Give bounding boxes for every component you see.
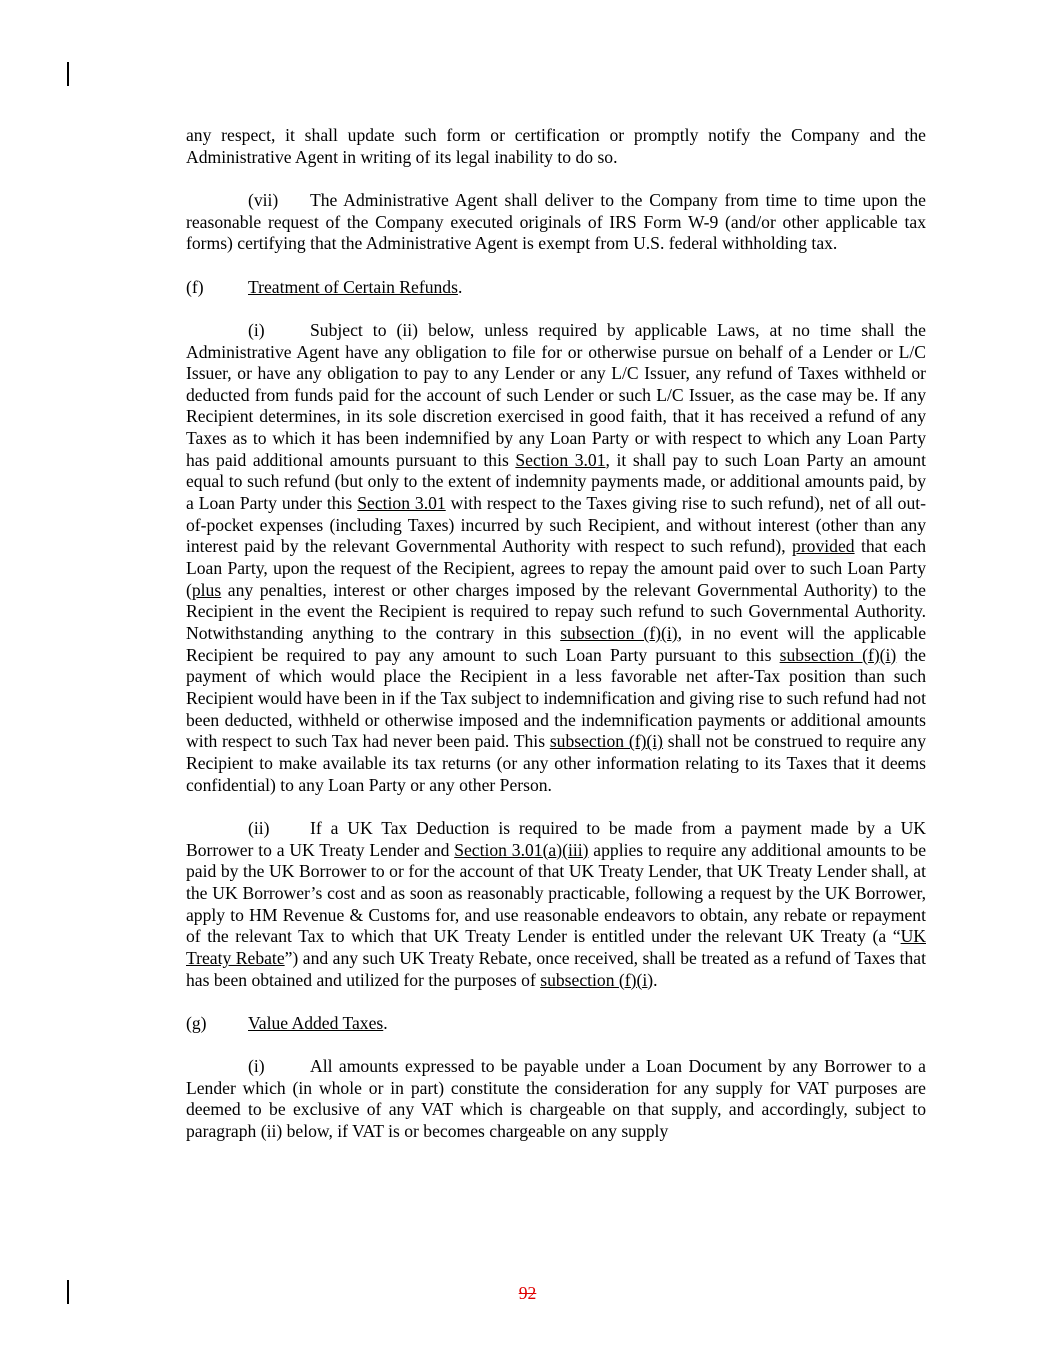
paragraph	[186, 1056, 926, 1143]
text-run: .	[457, 276, 463, 297]
text-run: ”) and any such UK Treaty Rebate, once received, shall be treated as a refund of Taxes that has been obtained and utilized for the purposes of	[186, 947, 926, 990]
revision-bar-top	[67, 62, 69, 86]
cross-reference: plus	[191, 579, 222, 600]
cross-reference: UK Treaty Rebate	[186, 926, 926, 968]
section-heading	[186, 1013, 926, 1035]
text-run: applies to require any additional amounts to be paid by the UK Borrower to or for the account of that UK Treaty Lender, that UK Treaty Lender shall, at the UK Borrower’s cost and as soon as reasonably practicable, following a request by the UK Borrower, apply to HM Revenue & Customs for, and use reasonable endeavors to obtain, any rebate or repayment of the relevant Tax to which that UK Treaty Lender is entitled under the relevant UK Treaty (a “	[186, 839, 927, 947]
text-run: , it shall pay to such Loan Party an amount equal to such refund (but only to the extent of indemnity payments made, or additional amounts paid, by a Loan Party under this	[186, 449, 926, 514]
cross-reference: Treatment of Certain Refunds	[248, 276, 458, 297]
text-run: Subject to (ii) below, unless required by applicable Laws, at no time shall the Administrative Agent have any obligation to file for or otherwise pursue on behalf of a Lender or L/C Issuer, or have any obligation to pay to any Lender or any L/C Issuer, any refund of Taxes withheld or deducted from funds paid for the account of such Lender or such L/C Issuer, as the case may be. If any Recipient determines, in its sole discretion exercised in good faith, that it has received a refund of any Taxes as to which it has been indemnified by any Loan Party or with respect to which any Loan Party has paid additional amounts pursuant to this	[186, 319, 926, 470]
text-run: All amounts expressed to be payable under a Loan Document by any Borrower to a Lender which (in whole or in part) constitute the consideration for any supply for VAT purposes are deemed to be exclusive of any VAT which is chargeable on that supply, and accordingly, subject to paragraph (ii) below, if VAT is or becomes chargeable on any supply	[186, 1056, 926, 1142]
cross-reference: subsection (f)(i)	[549, 731, 664, 752]
text-run: , in no event will the applicable Recipient be required to pay any amount to such Loan Party pursuant to this	[186, 623, 926, 665]
text-run: that each Loan Party, upon the request of the Recipient, agrees to repay the amount paid over to such Loan Party (	[186, 536, 927, 600]
page-number: 92	[518, 1283, 537, 1303]
paragraph-number: (i)	[248, 319, 265, 340]
text-run: with respect to the Taxes giving rise to such refund), net of all out-of-pocket expenses (including Taxes) incurred by such Recipient, and without interest (other than any interest paid by the relevant Governmental Authority with respect to such refund),	[186, 493, 926, 557]
text-run: shall not be construed to require any Recipient to make available its tax returns (or any other information relating to its Taxes that it deems confidential) to any Loan Party or any other Person.	[186, 731, 927, 795]
section-heading	[186, 277, 926, 299]
cross-reference: subsection (f)(i)	[560, 623, 678, 644]
paragraph-number: (i)	[248, 1056, 265, 1077]
cross-reference: Section 3.01(a)(iii)	[454, 839, 589, 860]
cross-reference: subsection (f)(i)	[779, 644, 897, 665]
text-run: .	[383, 1012, 388, 1033]
cross-reference: Section 3.01	[515, 449, 606, 470]
text-run: If a UK Tax Deduction is required to be made from a payment made by a UK Borrower to a UK Treaty Lender and	[186, 817, 926, 860]
paragraph-number: (f)	[186, 276, 204, 297]
text-run: any respect, it shall update such form or certification or promptly notify the Company and the Administrative Agent in writing of its legal inability to do so.	[186, 125, 926, 167]
paragraph-number: (g)	[186, 1012, 207, 1033]
document-body	[186, 125, 926, 1164]
text-run: any penalties, interest or other charges imposed by the relevant Governmental Authority) to the Recipient in the event the Recipient is required to repay such refund to such Governmental Authority. Notwithstanding anything to the contrary in this	[186, 579, 926, 644]
cross-reference: subsection (f)(i)	[540, 969, 654, 990]
paragraph	[186, 125, 926, 168]
paragraph-number: (vii)	[248, 189, 279, 210]
cross-reference: Value Added Taxes	[248, 1012, 384, 1033]
text-run: The Administrative Agent shall deliver to the Company from time to time upon the reasonable request of the Company executed originals of IRS Form W-9 (and/or other applicable tax forms) certifying that the Administrative Agent is exempt from U.S. federal withholding tax.	[186, 189, 926, 254]
paragraph	[186, 818, 926, 991]
text-run: the payment of which would place the Recipient in a less favorable net after-Tax position than such Recipient would have been in if the Tax subject to indemnification and giving rise to such refund had not been deducted, withheld or otherwise imposed and the indemnification payments or additional amounts with respect to such Tax had never been paid. This	[186, 644, 926, 752]
paragraph-number: (ii)	[248, 817, 270, 838]
paragraph	[186, 190, 926, 255]
paragraph	[186, 320, 926, 796]
cross-reference: Section 3.01	[357, 493, 446, 514]
cross-reference: provided	[792, 536, 855, 557]
text-run: .	[653, 969, 658, 990]
